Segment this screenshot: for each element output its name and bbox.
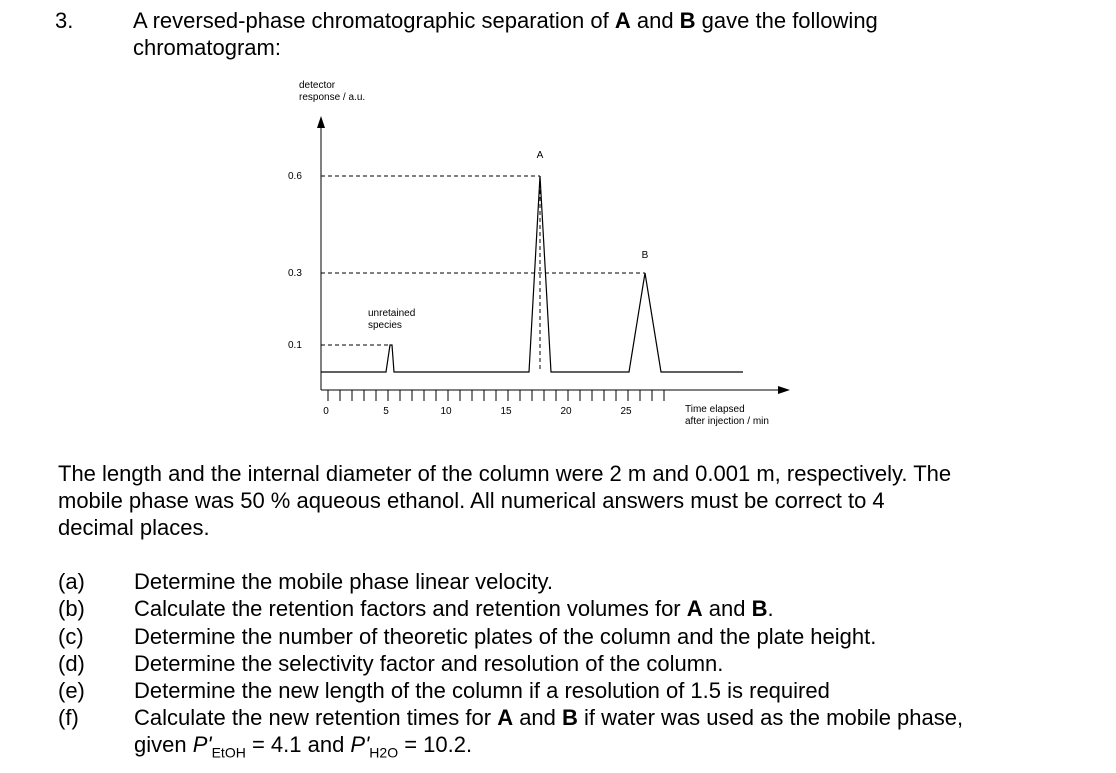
item-label-b: (b): [58, 596, 85, 621]
question-intro-line2: chromatogram:: [133, 35, 281, 60]
x-axis-arrow: [778, 386, 790, 394]
item-b-compound-b: B: [751, 596, 768, 621]
item-label-e: (e): [58, 678, 85, 703]
x-tick-label: 5: [383, 406, 389, 417]
x-tick-label: 0: [323, 406, 329, 417]
x-axis-minor-ticks: [328, 390, 664, 401]
item-f-compound-b: B: [562, 705, 578, 730]
x-axis-label-line2: after injection / min: [685, 416, 769, 427]
intro-text: A reversed-phase chromatographic separation of: [133, 8, 615, 33]
x-tick-label: 15: [500, 406, 512, 417]
paragraph-line3: decimal places.: [58, 515, 210, 540]
item-f-eq2: = 10.2.: [398, 732, 473, 757]
item-b-pre: Calculate the retention factors and retention volumes for: [134, 596, 687, 621]
intro-compound-a: A: [614, 8, 631, 33]
item-text-f: [134, 705, 963, 731]
item-f-sub-etoh: EtOH: [211, 744, 246, 761]
x-tick-label: 25: [620, 406, 632, 417]
item-b-and: and: [702, 596, 752, 621]
peak-label-unretained-line1: unretained: [368, 308, 416, 319]
item-text-c: Determine the number of theoretic plates of the column and the plate height.: [134, 624, 877, 649]
item-f-and: and: [513, 705, 563, 730]
x-tick-label: 20: [560, 406, 572, 417]
y-axis-label-line1: detector: [299, 80, 336, 91]
item-f-compound-a: A: [497, 705, 514, 730]
paragraph-line2: mobile phase was 50 % aqueous ethanol. All numerical answers must be correct to 4: [58, 488, 885, 513]
item-text-a: Determine the mobile phase linear velocity.: [134, 569, 554, 594]
item-b-compound-a: A: [686, 596, 703, 621]
item-f-pre: Calculate the new retention times for: [134, 705, 498, 730]
item-f-sub-h2o: H2O: [369, 744, 399, 761]
item-label-d: (d): [58, 651, 85, 676]
item-text-e: Determine the new length of the column if a resolution of 1.5 is required: [134, 678, 830, 703]
item-text-d: Determine the selectivity factor and resolution of the column.: [134, 651, 724, 676]
item-f-given: given: [134, 732, 193, 757]
y-tick-label: 0.3: [288, 268, 302, 279]
question-number: 3.: [55, 8, 74, 33]
item-f-p-ethanol: P': [192, 732, 212, 757]
item-label-a: (a): [58, 569, 85, 594]
x-axis-tick-labels: [323, 406, 632, 417]
y-axis-arrow: [317, 116, 325, 128]
x-tick-label: 10: [440, 406, 452, 417]
item-b-post: .: [767, 596, 774, 621]
item-f-p-water: P': [350, 732, 370, 757]
chromatogram-trace: [321, 176, 743, 372]
intro-text-end: gave the following: [695, 8, 878, 33]
peak-label-unretained-line2: species: [368, 320, 402, 331]
item-label-c: (c): [58, 624, 84, 649]
y-axis-label-line2: response / a.u.: [299, 92, 366, 103]
peak-label-a: A: [536, 150, 544, 161]
peak-label-b: B: [641, 250, 649, 261]
item-f-post: if water was used as the mobile phase,: [577, 705, 964, 730]
item-f-eq1: = 4.1 and: [245, 732, 351, 757]
x-axis-label-line1: Time elapsed: [685, 404, 745, 415]
y-tick-label: 0.1: [288, 340, 302, 351]
item-label-f: (f): [58, 705, 79, 730]
paragraph-line1: The length and the internal diameter of the column were 2 m and 0.001 m, respectively. The: [58, 461, 952, 486]
intro-and: and: [630, 8, 680, 33]
item-text-f-line2: [134, 732, 472, 760]
intro-compound-b: B: [679, 8, 696, 33]
item-text-b: [134, 596, 774, 622]
y-tick-label: 0.6: [288, 171, 302, 182]
